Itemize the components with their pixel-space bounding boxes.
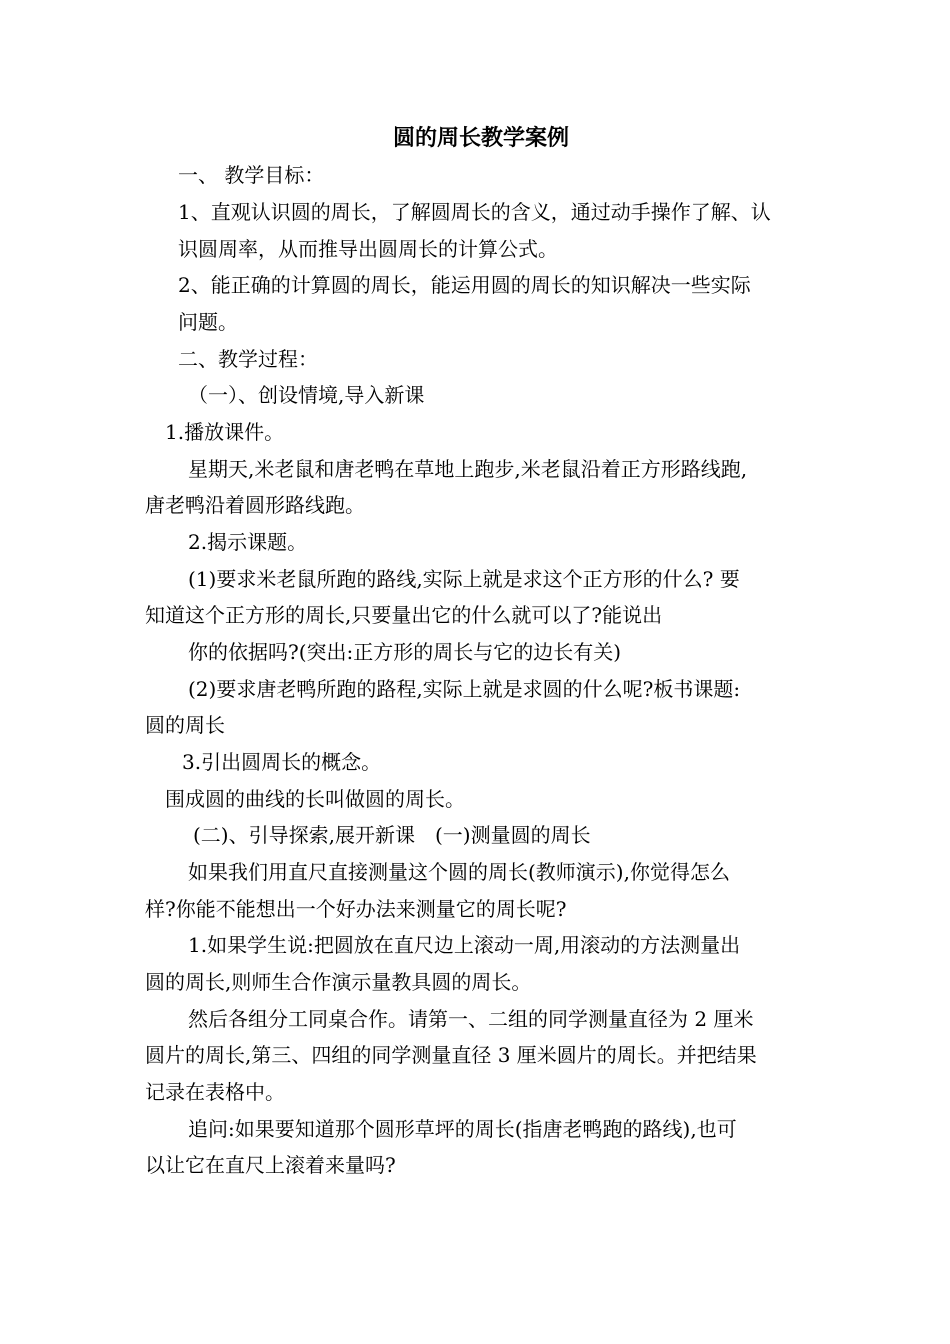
paragraph-line: 追问:如果要知道那个圆形草坪的周长(指唐老鸭跑的路线),也可 [188,1117,737,1141]
paragraph-line: 星期天,米老鼠和唐老鸭在草地上跑步,米老鼠沿着正方形路线跑, [188,457,748,481]
paragraph-line: 2.揭示课题。 [188,530,308,554]
paragraph-line: 围成圆的曲线的长叫做圆的周长。 [165,787,465,811]
section-heading: 一、 教学目标： [178,163,325,187]
paragraph-line: 3.引出圆周长的概念。 [182,750,382,774]
paragraph-line: 知道这个正方形的周长,只要量出它的什么就可以了?能说出 [145,603,663,627]
paragraph-line: 圆的周长,则师生合作演示量教具圆的周长。 [145,970,532,994]
paragraph-line: 1、直观认识圆的周长，了解圆周长的含义，通过动手操作了解、认 [178,200,771,224]
paragraph-line: 2、能正确的计算圆的周长，能运用圆的周长的知识解决一些实际 [178,273,751,297]
subsection-heading: （一）、创设情境,导入新课 [188,383,425,407]
paragraph-line: (2)要求唐老鸭所跑的路程,实际上就是求圆的什么呢?板书课题: [188,677,741,701]
paragraph-line: 1.如果学生说:把圆放在直尺边上滚动一周,用滚动的方法测量出 [188,933,741,957]
paragraph-line: 问题。 [178,310,238,334]
subsection-heading: (二)、引导探索,展开新课 (一)测量圆的周长 [193,823,591,847]
paragraph-line: 你的依据吗?(突出:正方形的周长与它的边长有关) [188,640,622,664]
paragraph-line: 识圆周率，从而推导出圆周长的计算公式。 [178,237,558,261]
paragraph-line: 然后各组分工同桌合作。请第一、二组的同学测量直径为 2 厘米 [188,1007,754,1031]
paragraph-line: 1.播放课件。 [165,420,285,444]
paragraph-line: 如果我们用直尺直接测量这个圆的周长(教师演示),你觉得怎么 [188,860,730,884]
paragraph-line: 以让它在直尺上滚着来量吗? [145,1153,396,1177]
paragraph-line: 圆的周长 [145,713,225,737]
paragraph-line: 唐老鸭沿着圆形路线跑。 [145,493,365,517]
paragraph-line: 记录在表格中。 [145,1080,285,1104]
paragraph-line: 样?你能不能想出一个好办法来测量它的周长呢? [145,897,567,921]
paragraph-line: 圆片的周长,第三、四组的同学测量直径 3 厘米圆片的周长。并把结果 [145,1043,757,1067]
section-heading: 二、教学过程： [178,347,318,371]
paragraph-line: (1)要求米老鼠所跑的路线,实际上就是求这个正方形的什么? 要 [188,567,740,591]
document-title: 圆的周长教学案例 [393,125,570,151]
